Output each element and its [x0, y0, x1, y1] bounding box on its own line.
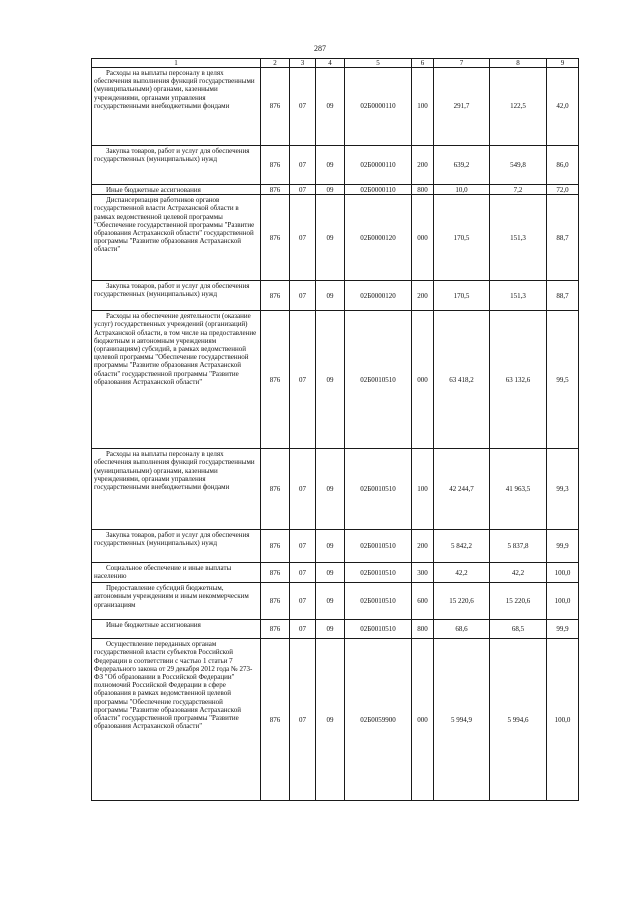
- code-cell: 876: [261, 620, 290, 639]
- code-cell: 876: [261, 311, 290, 449]
- percent-cell: 99,5: [547, 311, 579, 449]
- percent-cell: 99,3: [547, 449, 579, 530]
- table-row: [92, 185, 579, 195]
- section-cell: 07: [290, 449, 316, 530]
- subsection-cell: 09: [316, 530, 345, 563]
- code-cell: 876: [261, 185, 290, 195]
- target-item-cell: 02Б0000110: [345, 185, 412, 195]
- column-number: 6: [412, 59, 434, 68]
- code-cell: 876: [261, 281, 290, 311]
- plan-cell: 639,2: [434, 146, 490, 185]
- expense-type-cell: 000: [412, 195, 434, 281]
- subsection-cell: 09: [316, 639, 345, 801]
- expense-type-cell: 600: [412, 583, 434, 620]
- code-cell: 876: [261, 68, 290, 146]
- description-cell: Расходы на выплаты персоналу в целях обеспечения выполнения функций государственными (муниципальными) органами, казенными учреждениями, органами управления государственными внебюджетными фондами: [92, 68, 261, 146]
- target-item-cell: 02Б0000110: [345, 68, 412, 146]
- execution-cell: 122,5: [490, 68, 547, 146]
- execution-cell: 5 837,8: [490, 530, 547, 563]
- execution-cell: 68,5: [490, 620, 547, 639]
- table-row: [92, 563, 579, 583]
- plan-cell: 42,2: [434, 563, 490, 583]
- expense-type-cell: 800: [412, 185, 434, 195]
- table-row: [92, 620, 579, 639]
- description-cell: Закупка товаров, работ и услуг для обеспечения государственных (муниципальных) нужд: [92, 146, 261, 185]
- section-cell: 07: [290, 639, 316, 801]
- section-cell: 07: [290, 563, 316, 583]
- section-cell: 07: [290, 530, 316, 563]
- expense-type-cell: 200: [412, 146, 434, 185]
- table-row: [92, 449, 579, 530]
- plan-cell: 68,6: [434, 620, 490, 639]
- subsection-cell: 09: [316, 281, 345, 311]
- execution-cell: 151,3: [490, 281, 547, 311]
- table-row: [92, 68, 579, 146]
- table-row: [92, 530, 579, 563]
- target-item-cell: 02Б0010510: [345, 583, 412, 620]
- percent-cell: 72,0: [547, 185, 579, 195]
- execution-cell: 7,2: [490, 185, 547, 195]
- plan-cell: 42 244,7: [434, 449, 490, 530]
- execution-cell: 5 994,6: [490, 639, 547, 801]
- percent-cell: 100,0: [547, 563, 579, 583]
- plan-cell: 15 220,6: [434, 583, 490, 620]
- section-cell: 07: [290, 195, 316, 281]
- column-number: 7: [434, 59, 490, 68]
- section-cell: 07: [290, 68, 316, 146]
- table-row: [92, 311, 579, 449]
- execution-cell: 151,3: [490, 195, 547, 281]
- table-row: [92, 583, 579, 620]
- description-cell: Осуществление переданных органам государственной власти субъектов Российской Федерации в соответствии с частью 1 статьи 7 Федерального закона от 29 декабря 2012 года № 273-ФЗ "Об образовании в Российской Федерации" полномочий Российской Федерации в сфере образования в рамках ведомственной целевой программы "Обеспечение государственной программы "Развитие образования Астраханской области" государственной программы "Развитие образования Астраханской области": [92, 639, 261, 801]
- expense-type-cell: 100: [412, 449, 434, 530]
- description-cell: Закупка товаров, работ и услуг для обеспечения государственных (муниципальных) нужд: [92, 530, 261, 563]
- column-number: 5: [345, 59, 412, 68]
- expense-type-cell: 200: [412, 530, 434, 563]
- target-item-cell: 02Б0010510: [345, 620, 412, 639]
- column-number: 8: [490, 59, 547, 68]
- table-row: [92, 146, 579, 185]
- subsection-cell: 09: [316, 195, 345, 281]
- description-cell: Предоставление субсидий бюджетным, автономным учреждениям и иным некоммерческим организациям: [92, 583, 261, 620]
- subsection-cell: 09: [316, 563, 345, 583]
- expense-type-cell: 300: [412, 563, 434, 583]
- target-item-cell: 02Б0000110: [345, 146, 412, 185]
- percent-cell: 100,0: [547, 639, 579, 801]
- target-item-cell: 02Б0000120: [345, 281, 412, 311]
- page-number: 287: [314, 44, 326, 53]
- execution-cell: 549,8: [490, 146, 547, 185]
- section-cell: 07: [290, 311, 316, 449]
- column-number: 2: [261, 59, 290, 68]
- percent-cell: 99,9: [547, 530, 579, 563]
- percent-cell: 99,9: [547, 620, 579, 639]
- table-row: [92, 195, 579, 281]
- percent-cell: 100,0: [547, 583, 579, 620]
- code-cell: 876: [261, 563, 290, 583]
- description-cell: Диспансеризация работников органов государственной власти Астраханской области в рамках ведомственной целевой программы "Обеспечение государственной программы "Развитие образования Астраханской области" государственной программы "Развитие образования Астраханской области": [92, 195, 261, 281]
- subsection-cell: 09: [316, 68, 345, 146]
- execution-cell: 42,2: [490, 563, 547, 583]
- expense-type-cell: 000: [412, 639, 434, 801]
- code-cell: 876: [261, 639, 290, 801]
- plan-cell: 5 842,2: [434, 530, 490, 563]
- table-row: [92, 639, 579, 801]
- plan-cell: 170,5: [434, 281, 490, 311]
- percent-cell: 42,0: [547, 68, 579, 146]
- target-item-cell: 02Б0010510: [345, 449, 412, 530]
- budget-table: [91, 58, 579, 801]
- execution-cell: 41 963,5: [490, 449, 547, 530]
- description-cell: Закупка товаров, работ и услуг для обеспечения государственных (муниципальных) нужд: [92, 281, 261, 311]
- section-cell: 07: [290, 185, 316, 195]
- expense-type-cell: 800: [412, 620, 434, 639]
- subsection-cell: 09: [316, 620, 345, 639]
- column-number: 9: [547, 59, 579, 68]
- target-item-cell: 02Б0000120: [345, 195, 412, 281]
- target-item-cell: 02Б0010510: [345, 311, 412, 449]
- expense-type-cell: 100: [412, 68, 434, 146]
- subsection-cell: 09: [316, 583, 345, 620]
- target-item-cell: 02Б0010510: [345, 530, 412, 563]
- table-row: [92, 281, 579, 311]
- subsection-cell: 09: [316, 449, 345, 530]
- code-cell: 876: [261, 530, 290, 563]
- execution-cell: 63 132,6: [490, 311, 547, 449]
- target-item-cell: 02Б0010510: [345, 563, 412, 583]
- plan-cell: 291,7: [434, 68, 490, 146]
- code-cell: 876: [261, 583, 290, 620]
- description-cell: Расходы на выплаты персоналу в целях обеспечения выполнения функций государственными (муниципальными) органами, казенными учреждениями, органами управления государственными внебюджетными фондами: [92, 449, 261, 530]
- section-cell: 07: [290, 620, 316, 639]
- description-cell: Социальное обеспечение и иные выплаты населению: [92, 563, 261, 583]
- subsection-cell: 09: [316, 311, 345, 449]
- code-cell: 876: [261, 195, 290, 281]
- plan-cell: 10,0: [434, 185, 490, 195]
- section-cell: 07: [290, 583, 316, 620]
- percent-cell: 88,7: [547, 195, 579, 281]
- code-cell: 876: [261, 146, 290, 185]
- percent-cell: 88,7: [547, 281, 579, 311]
- section-cell: 07: [290, 146, 316, 185]
- column-number: 3: [290, 59, 316, 68]
- code-cell: 876: [261, 449, 290, 530]
- table-header-row: [92, 59, 579, 68]
- description-cell: Расходы на обеспечение деятельности (оказание услуг) государственных учреждений (организаций) Астраханской области, в том числе на предоставление бюджетным и автономным учреждениям (организациям) субсидий, в рамках ведомственной целевой программы "Обеспечение государственной программы "Развитие образования Астраханской области" государственной программы "Развитие образования Астраханской области": [92, 311, 261, 449]
- expense-type-cell: 000: [412, 311, 434, 449]
- plan-cell: 63 418,2: [434, 311, 490, 449]
- plan-cell: 5 994,9: [434, 639, 490, 801]
- description-cell: Иные бюджетные ассигнования: [92, 620, 261, 639]
- percent-cell: 86,0: [547, 146, 579, 185]
- subsection-cell: 09: [316, 146, 345, 185]
- execution-cell: 15 220,6: [490, 583, 547, 620]
- expense-type-cell: 200: [412, 281, 434, 311]
- description-cell: Иные бюджетные ассигнования: [92, 185, 261, 195]
- plan-cell: 170,5: [434, 195, 490, 281]
- subsection-cell: 09: [316, 185, 345, 195]
- column-number: 4: [316, 59, 345, 68]
- column-number: 1: [92, 59, 261, 68]
- section-cell: 07: [290, 281, 316, 311]
- target-item-cell: 02Б0059900: [345, 639, 412, 801]
